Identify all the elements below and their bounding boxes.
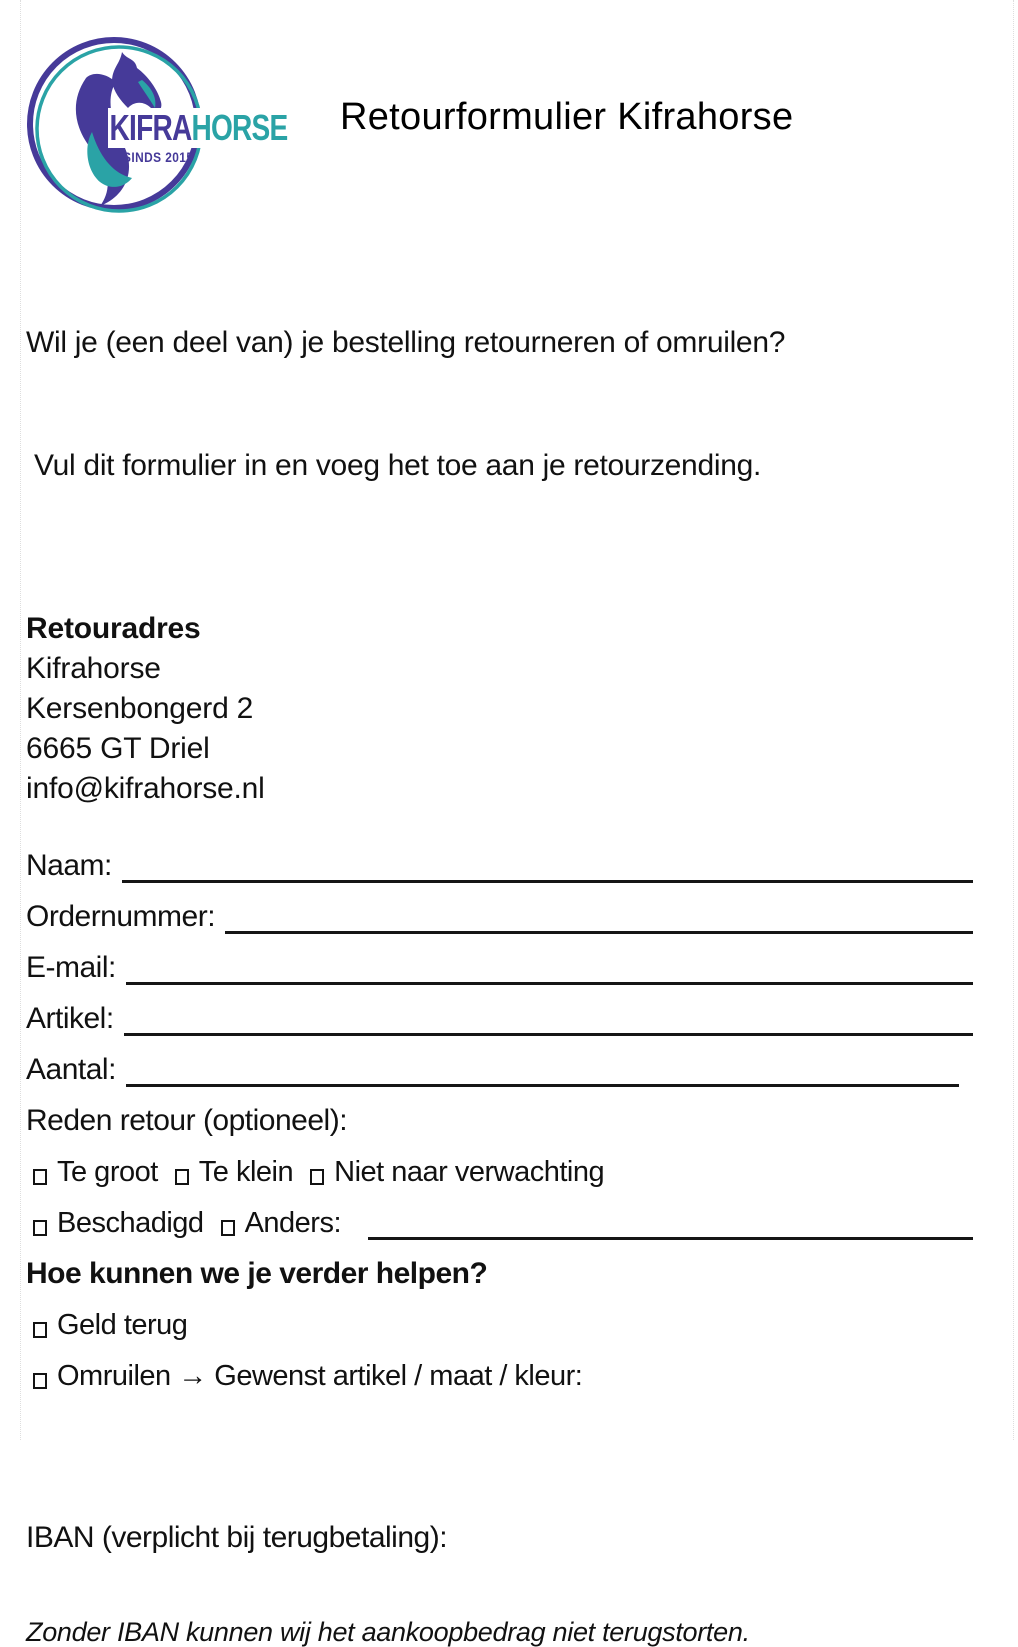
option-te-groot[interactable]	[33, 1158, 158, 1193]
anders-field-line[interactable]	[368, 1237, 973, 1240]
brand-horse: HORSE	[191, 107, 288, 148]
field-row-email	[26, 938, 973, 989]
aantal-label: Aantal:	[26, 1053, 116, 1086]
field-row-artikel	[26, 989, 973, 1040]
artikel-field-line[interactable]	[124, 1033, 973, 1036]
email-label: E-mail:	[26, 951, 116, 984]
option-omruilen[interactable]	[33, 1362, 582, 1397]
intro-text	[26, 240, 973, 568]
help-option-row-2	[26, 1346, 973, 1397]
help-heading: Hoe kunnen we je verder helpen?	[26, 1257, 488, 1290]
option-te-klein[interactable]	[175, 1158, 293, 1193]
iban-label: IBAN (verplicht bij terugbetaling):	[26, 1521, 448, 1554]
ordernummer-field-line[interactable]	[225, 931, 973, 934]
reason-options-row-2	[26, 1193, 973, 1244]
checkbox-geld-terug[interactable]	[33, 1322, 47, 1338]
field-row-naam	[26, 836, 973, 887]
reason-heading-row	[26, 1091, 973, 1142]
return-address-heading: Retouradres	[26, 612, 201, 645]
checkbox-te-groot[interactable]	[33, 1169, 47, 1185]
option-label: Te groot	[57, 1156, 158, 1188]
naam-label: Naam:	[26, 849, 112, 882]
kifrahorse-logo	[26, 36, 288, 226]
aantal-field-line[interactable]	[126, 1084, 959, 1087]
header-row	[26, 0, 973, 226]
naam-field-line[interactable]	[122, 880, 973, 883]
return-address	[26, 609, 973, 809]
intro-line-2: Vul dit formulier in en voeg het toe aan je retourzending.	[26, 449, 761, 482]
option-beschadigd[interactable]	[33, 1209, 204, 1244]
option-label: Te klein	[198, 1156, 294, 1188]
option-anders[interactable]	[221, 1209, 341, 1244]
field-row-aantal	[26, 1040, 973, 1091]
intro-line-1: Wil je (een deel van) je bestelling retourneren of omruilen?	[26, 326, 786, 359]
footer-note: Zonder IBAN kunnen wij het aankoopbedrag niet terugstorten.	[26, 1617, 750, 1647]
reason-options-row-1	[26, 1142, 973, 1193]
checkbox-niet-naar-verwachting[interactable]	[310, 1169, 324, 1185]
option-label: Omruilen → Gewenst artikel / maat / kleur:	[57, 1360, 583, 1392]
checkbox-anders[interactable]	[221, 1220, 235, 1236]
brand-tagline: SINDS 2015	[123, 149, 194, 165]
document-page	[20, 0, 1014, 1647]
option-niet-naar-verwachting[interactable]	[310, 1158, 604, 1193]
return-address-line: 6665 GT Driel	[26, 732, 210, 765]
option-label: Beschadigd	[57, 1207, 204, 1239]
option-label: Niet naar verwachting	[334, 1156, 605, 1188]
email-field-line[interactable]	[126, 982, 973, 985]
checkbox-beschadigd[interactable]	[33, 1220, 47, 1236]
help-option-row-1	[26, 1295, 973, 1346]
iban-field-row[interactable]	[26, 1523, 973, 1553]
option-geld-terug[interactable]	[33, 1311, 187, 1346]
return-address-line: Kersenbongerd 2	[26, 692, 254, 725]
brand-wordmark	[108, 108, 294, 148]
return-address-email: info@kifrahorse.nl	[26, 772, 265, 805]
page-title: Retourformulier Kifrahorse	[340, 96, 794, 138]
brand-kifra: KIFRA	[109, 107, 192, 148]
option-label: Anders:	[244, 1207, 342, 1239]
return-form	[26, 836, 973, 1553]
field-row-ordernummer	[26, 887, 973, 938]
ordernummer-label: Ordernummer:	[26, 900, 216, 933]
checkbox-te-klein[interactable]	[175, 1169, 189, 1185]
artikel-label: Artikel:	[26, 1002, 114, 1035]
option-label: Geld terug	[57, 1309, 188, 1341]
return-address-line: Kifrahorse	[26, 652, 161, 685]
checkbox-omruilen[interactable]	[33, 1373, 47, 1389]
reason-heading: Reden retour (optioneel):	[26, 1104, 348, 1137]
help-heading-row	[26, 1244, 973, 1295]
